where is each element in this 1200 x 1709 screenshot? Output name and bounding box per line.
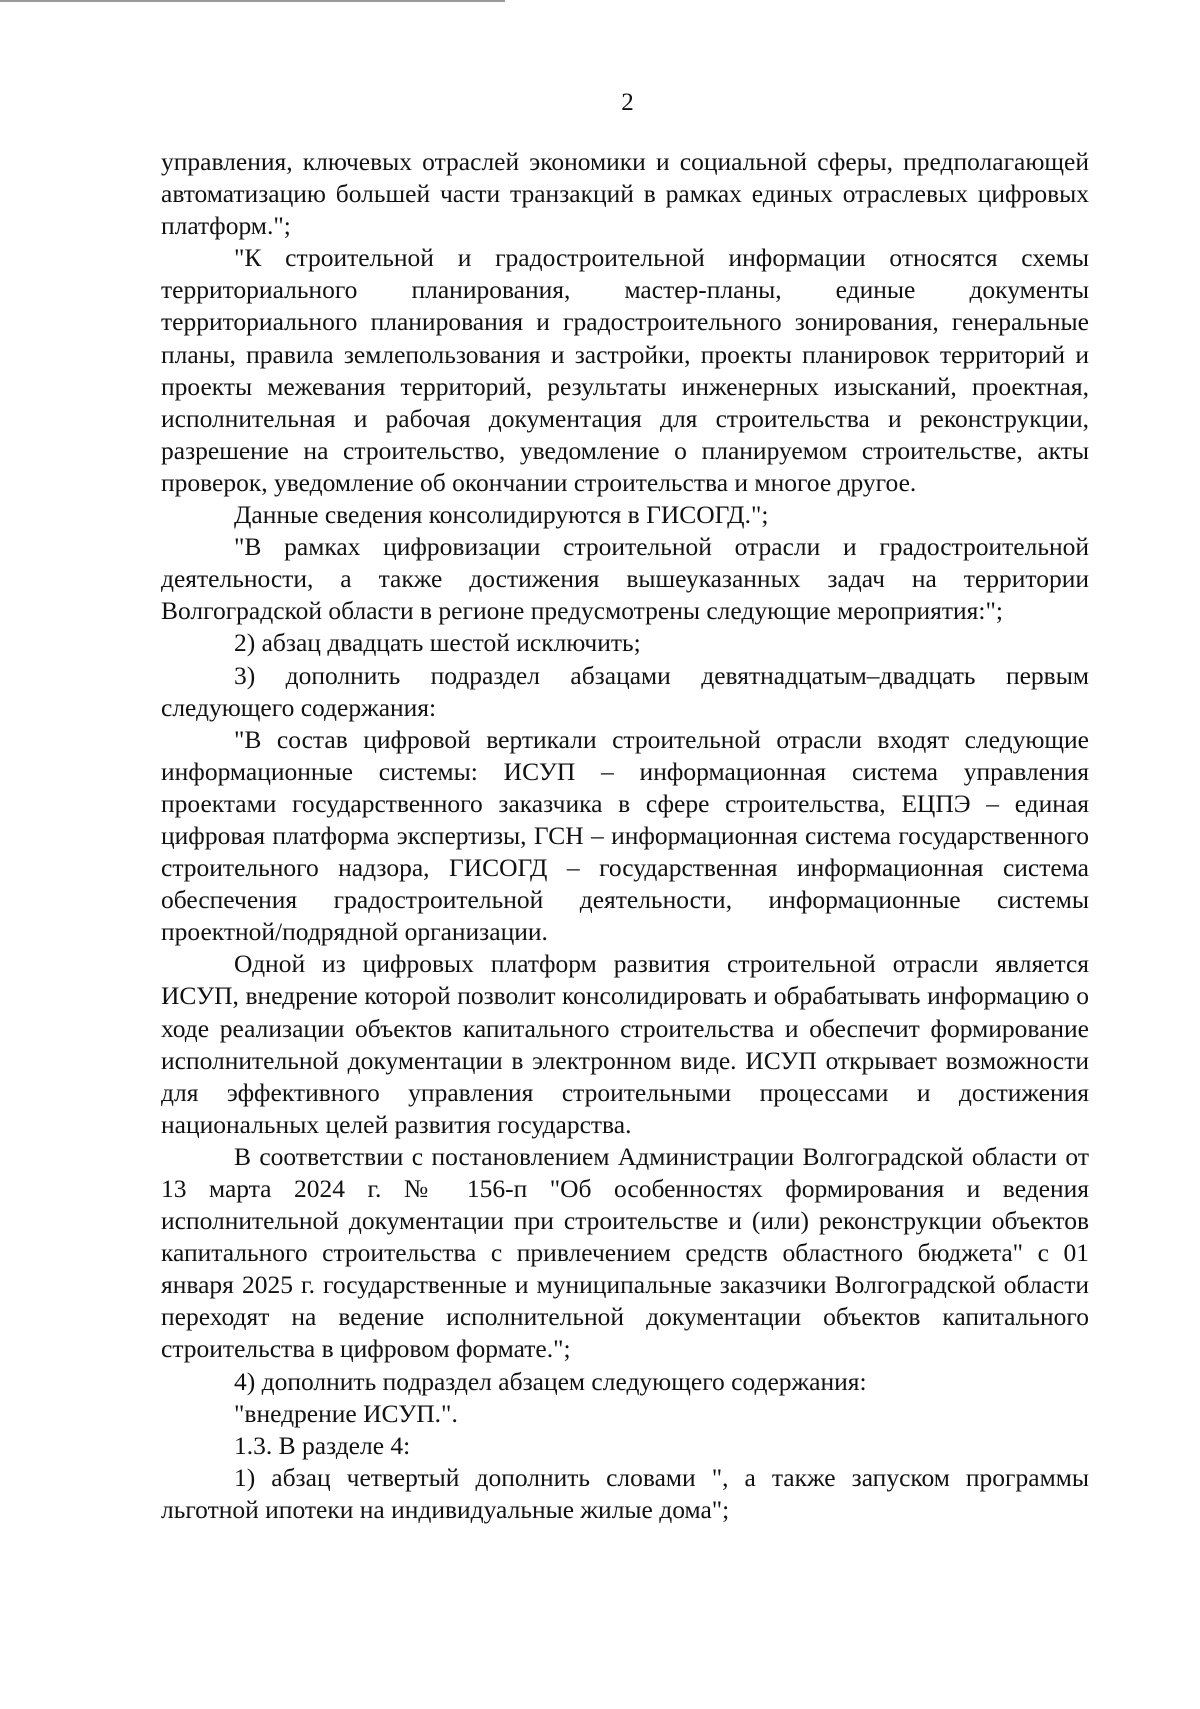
page-number: 2 — [621, 89, 634, 116]
paragraph-12: 1.3. В разделе 4: — [234, 1430, 411, 1460]
paragraph-7: "В состав цифровой вертикали строительной отрасли входят следующие информационные системы: ИСУП – информационная система управления проектами государственного заказчика в сфере строительства, ЕЦПЭ – единая цифровая платформа экспертизы, ГСН – информационная система государственного строительного надзора, ГИСОГД – государственная информационная система обеспечения градостроительной деятельности, информационные системы проектной/подрядной организации. — [161, 724, 1089, 947]
paragraph-5: 2) абзац двадцать шестой исключить; — [234, 628, 641, 658]
paragraph-2: "К строительной и градостроительной информации относятся схемы территориального планирования, мастер-планы, единые документы территориального планирования и градостроительного зонирования, генеральные планы, правила землепользования и застройки, проекты планировок территорий и проекты межевания территорий, результаты инженерных изысканий, проектная, исполнительная и рабочая документация для строительства и реконструкции, разрешение на строительство, уведомление о планируемом строительстве, акты проверок, уведомление об окончании строительства и многое другое. — [161, 243, 1089, 497]
document-body — [161, 146, 1089, 1526]
paragraph-11: "внедрение ИСУП.". — [234, 1398, 458, 1428]
paragraph-10: 4) дополнить подраздел абзацем следующего содержания: — [234, 1366, 867, 1396]
paragraph-6: 3) дополнить подраздел абзацами девятнадцатым–двадцать первым следующего содержания: — [161, 660, 1089, 722]
paragraph-1: управления, ключевых отраслей экономики и социальной сферы, предполагающей автоматизацию большей части транзакций в рамках единых отраслевых цифровых платформ."; — [161, 147, 1089, 241]
paragraph-9: В соответствии с постановлением Администрации Волгоградской области от 13 марта 2024 г. № 156-п "Об особенностях формирования и ведения исполнительной документации при строительстве и (или) реконструкции объектов капитального строительства с привлечением средств областного бюджета" с 01 января 2025 г. государственные и муниципальные заказчики Волгоградской области переходят на ведение исполнительной документации объектов капитального строительства в цифровом формате."; — [161, 1141, 1089, 1364]
paragraph-4: "В рамках цифровизации строительной отрасли и градостроительной деятельности, а также достижения вышеуказанных задач на территории Волгоградской области в регионе предусмотрены следующие мероприятия:"; — [161, 532, 1089, 626]
scan-edge-line — [0, 0, 505, 2]
paragraph-3: Данные сведения консолидируются в ГИСОГД."; — [234, 500, 769, 530]
paragraph-13: 1) абзац четвертый дополнить словами ", а также запуском программы льготной ипотеки на индивидуальные жилые дома"; — [161, 1462, 1089, 1524]
paragraph-8: Одной из цифровых платформ развития строительной отрасли является ИСУП, внедрение которой позволит консолидировать и обрабатывать информацию о ходе реализации объектов капитального строительства и обеспечит формирование исполнительной документации в электронном виде. ИСУП открывает возможности для эффективного управления строительными процессами и достижения национальных целей развития государства. — [161, 949, 1089, 1139]
